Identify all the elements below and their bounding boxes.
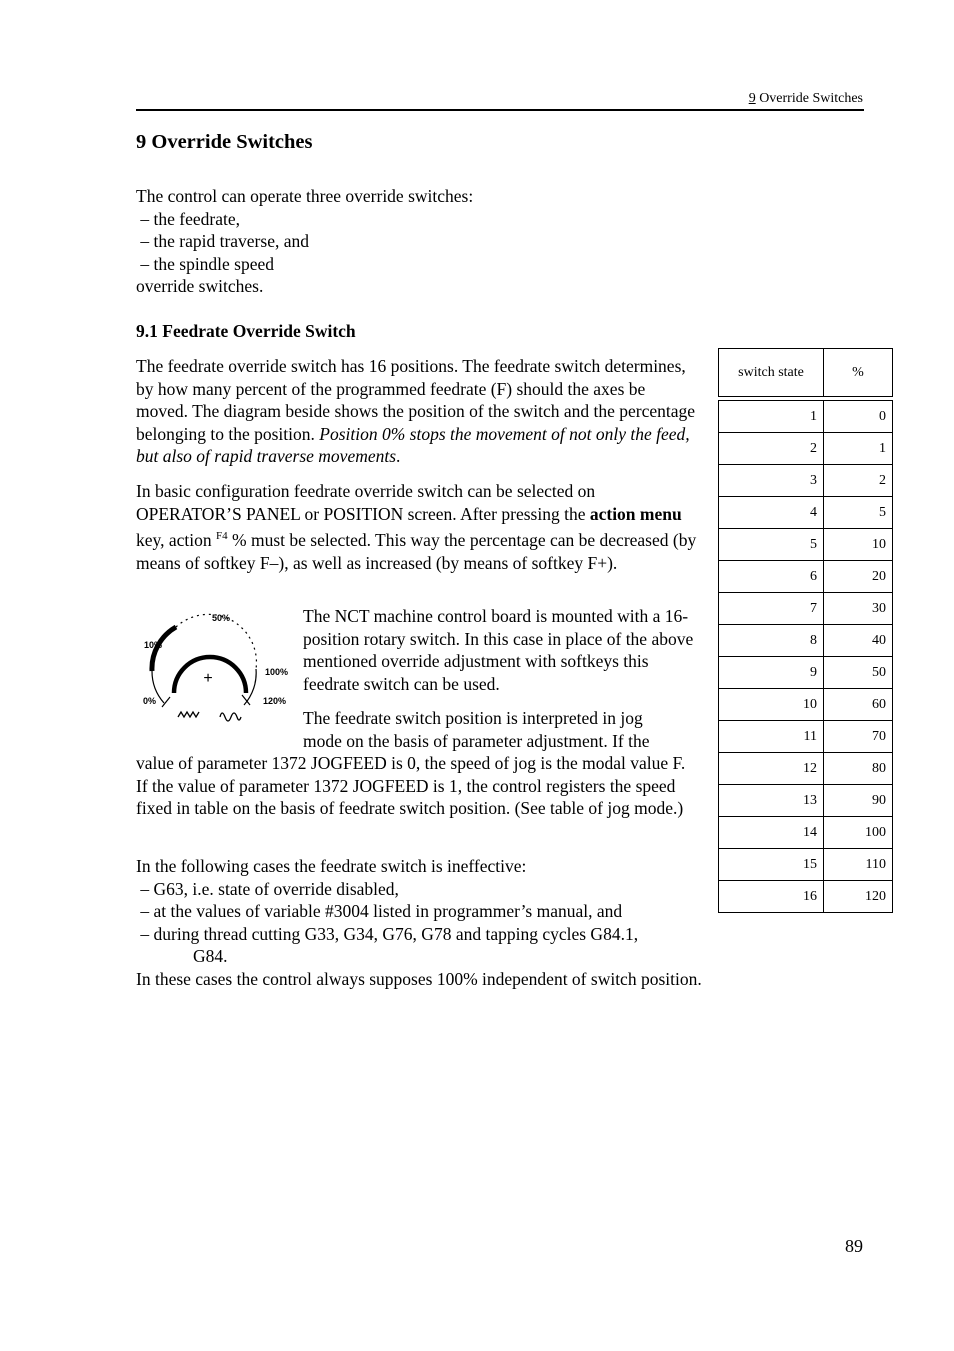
p1-end: . bbox=[396, 446, 401, 467]
dial-label-100: 100% bbox=[265, 667, 289, 677]
p1-text: The feedrate override switch has 16 positions. The feedrate switch determines, by how many percent of the programmed feedrate (F) should the axes be moved. The diagram beside shows the position of the switch and the percentage belonging to the position. bbox=[136, 356, 696, 444]
table-row bbox=[719, 529, 893, 561]
intro-line: override switches. bbox=[136, 276, 264, 297]
percent-cell: 0 bbox=[824, 401, 893, 433]
switch-state-cell: 12 bbox=[719, 753, 824, 785]
paragraph-1 bbox=[136, 355, 701, 468]
page-number: 89 bbox=[845, 1236, 863, 1256]
dial-label-10: 10% bbox=[144, 640, 163, 650]
ineffective-item: – G63, i.e. state of override disabled, bbox=[136, 878, 399, 899]
percent-cell: 1 bbox=[824, 433, 893, 465]
switch-state-cell: 2 bbox=[719, 433, 824, 465]
ineffective-item-continuation: G84. bbox=[193, 946, 228, 967]
switch-state-cell: 3 bbox=[719, 465, 824, 497]
switch-state-cell: 16 bbox=[719, 881, 824, 913]
paragraph-3: The NCT machine control board is mounted with a 16-position rotary switch. In this case in place of the above mentioned override adjustment with softkeys this feedrate switch can be used. bbox=[303, 606, 694, 694]
percent-cell: 60 bbox=[824, 689, 893, 721]
dial-label-120: 120% bbox=[263, 696, 287, 706]
intro-block bbox=[136, 185, 473, 298]
percent-cell: 20 bbox=[824, 561, 893, 593]
percent-cell: 50 bbox=[824, 657, 893, 689]
percent-cell: 30 bbox=[824, 593, 893, 625]
percent-cell: 90 bbox=[824, 785, 893, 817]
ineffective-block bbox=[136, 855, 702, 991]
p2-text-c: % must be selected. This way the percentage can be decreased (by means of softkey F–), as well as increased (by means of softkey F+). bbox=[136, 530, 697, 573]
switch-state-cell: 6 bbox=[719, 561, 824, 593]
table-row bbox=[719, 433, 893, 465]
table-row bbox=[719, 689, 893, 721]
switch-state-cell: 1 bbox=[719, 401, 824, 433]
table-header-switch-state: switch state bbox=[719, 349, 824, 397]
rapid-symbol-icon bbox=[220, 713, 241, 721]
table-row bbox=[719, 817, 893, 849]
switch-state-cell: 10 bbox=[719, 689, 824, 721]
switch-state-cell: 5 bbox=[719, 529, 824, 561]
table-header-percent: % bbox=[824, 349, 893, 397]
switch-state-cell: 15 bbox=[719, 849, 824, 881]
section-title: 9.1 Feedrate Override Switch bbox=[136, 321, 356, 341]
percent-cell: 100 bbox=[824, 817, 893, 849]
table-row bbox=[719, 497, 893, 529]
p4-line-b: mode on the basis of parameter adjustment. If the bbox=[303, 730, 650, 751]
table-body bbox=[719, 401, 893, 913]
p2-text-b: key, action bbox=[136, 530, 217, 551]
percent-cell: 40 bbox=[824, 625, 893, 657]
intro-line: – the rapid traverse, and bbox=[136, 231, 309, 252]
chapter-title: 9 Override Switches bbox=[136, 131, 313, 153]
dial-label-0: 0% bbox=[143, 696, 157, 706]
table-row bbox=[719, 561, 893, 593]
running-header bbox=[136, 91, 863, 107]
ineffective-closing: In these cases the control always supposes 100% independent of switch position. bbox=[136, 968, 702, 989]
header-title: Override Switches bbox=[759, 91, 863, 106]
p2-text-a: In basic configuration feedrate override switch can be selected on OPERATOR’S PANEL or POSITION screen. After pressing the bbox=[136, 481, 596, 524]
paragraph-4: value of parameter 1372 JOGFEED is 0, the speed of jog is the modal value F. If the value of parameter 1372 JOGFEED is 1, the control registers the speed fixed in table on the basis of feedrate switch position. (See table of jog mode.) bbox=[136, 753, 686, 819]
table-row bbox=[719, 401, 893, 433]
switch-state-cell: 9 bbox=[719, 657, 824, 689]
paragraph-2 bbox=[136, 480, 701, 574]
intro-line: – the feedrate, bbox=[136, 208, 240, 229]
ineffective-lead: In the following cases the feedrate switch is ineffective: bbox=[136, 856, 527, 876]
p4-line-a: The feedrate switch position is interpreted in jog bbox=[303, 708, 643, 728]
table-row bbox=[719, 881, 893, 913]
p1-italic: Position 0% stops the movement of not only the feed, but also of rapid traverse movements bbox=[136, 423, 690, 467]
p2-bold: action menu bbox=[589, 503, 682, 524]
intro-line: The control can operate three override switches: bbox=[136, 186, 474, 206]
percent-cell: 10 bbox=[824, 529, 893, 561]
switch-state-cell: 11 bbox=[719, 721, 824, 753]
dial-label-50: 50% bbox=[212, 613, 231, 623]
p2-superscript: F4 bbox=[216, 530, 228, 543]
table-row bbox=[719, 593, 893, 625]
header-rule bbox=[136, 109, 864, 111]
switch-state-cell: 8 bbox=[719, 625, 824, 657]
switch-percentage-table bbox=[718, 348, 893, 913]
ineffective-item: – during thread cutting G33, G34, G76, G78 and tapping cycles G84.1, bbox=[136, 923, 639, 944]
table-row bbox=[719, 721, 893, 753]
switch-state-cell: 13 bbox=[719, 785, 824, 817]
table-row bbox=[719, 785, 893, 817]
feed-symbol-icon bbox=[178, 712, 199, 717]
intro-line: – the spindle speed bbox=[136, 253, 275, 274]
ineffective-item: – at the values of variable #3004 listed in programmer’s manual, and bbox=[136, 901, 623, 922]
table-row bbox=[719, 465, 893, 497]
percent-cell: 5 bbox=[824, 497, 893, 529]
percent-cell: 110 bbox=[824, 849, 893, 881]
table-row bbox=[719, 657, 893, 689]
paragraph-4-lead bbox=[303, 707, 703, 752]
table-row bbox=[719, 753, 893, 785]
switch-state-cell: 14 bbox=[719, 817, 824, 849]
switch-state-cell: 7 bbox=[719, 593, 824, 625]
dial-center-mark: + bbox=[203, 670, 213, 687]
percent-cell: 80 bbox=[824, 753, 893, 785]
percent-cell: 70 bbox=[824, 721, 893, 753]
header-chapter-number: 9 bbox=[748, 91, 756, 106]
feedrate-dial-diagram bbox=[136, 607, 294, 725]
percent-cell: 2 bbox=[824, 465, 893, 497]
switch-state-cell: 4 bbox=[719, 497, 824, 529]
table-row bbox=[719, 625, 893, 657]
percent-cell: 120 bbox=[824, 881, 893, 913]
table-row bbox=[719, 849, 893, 881]
